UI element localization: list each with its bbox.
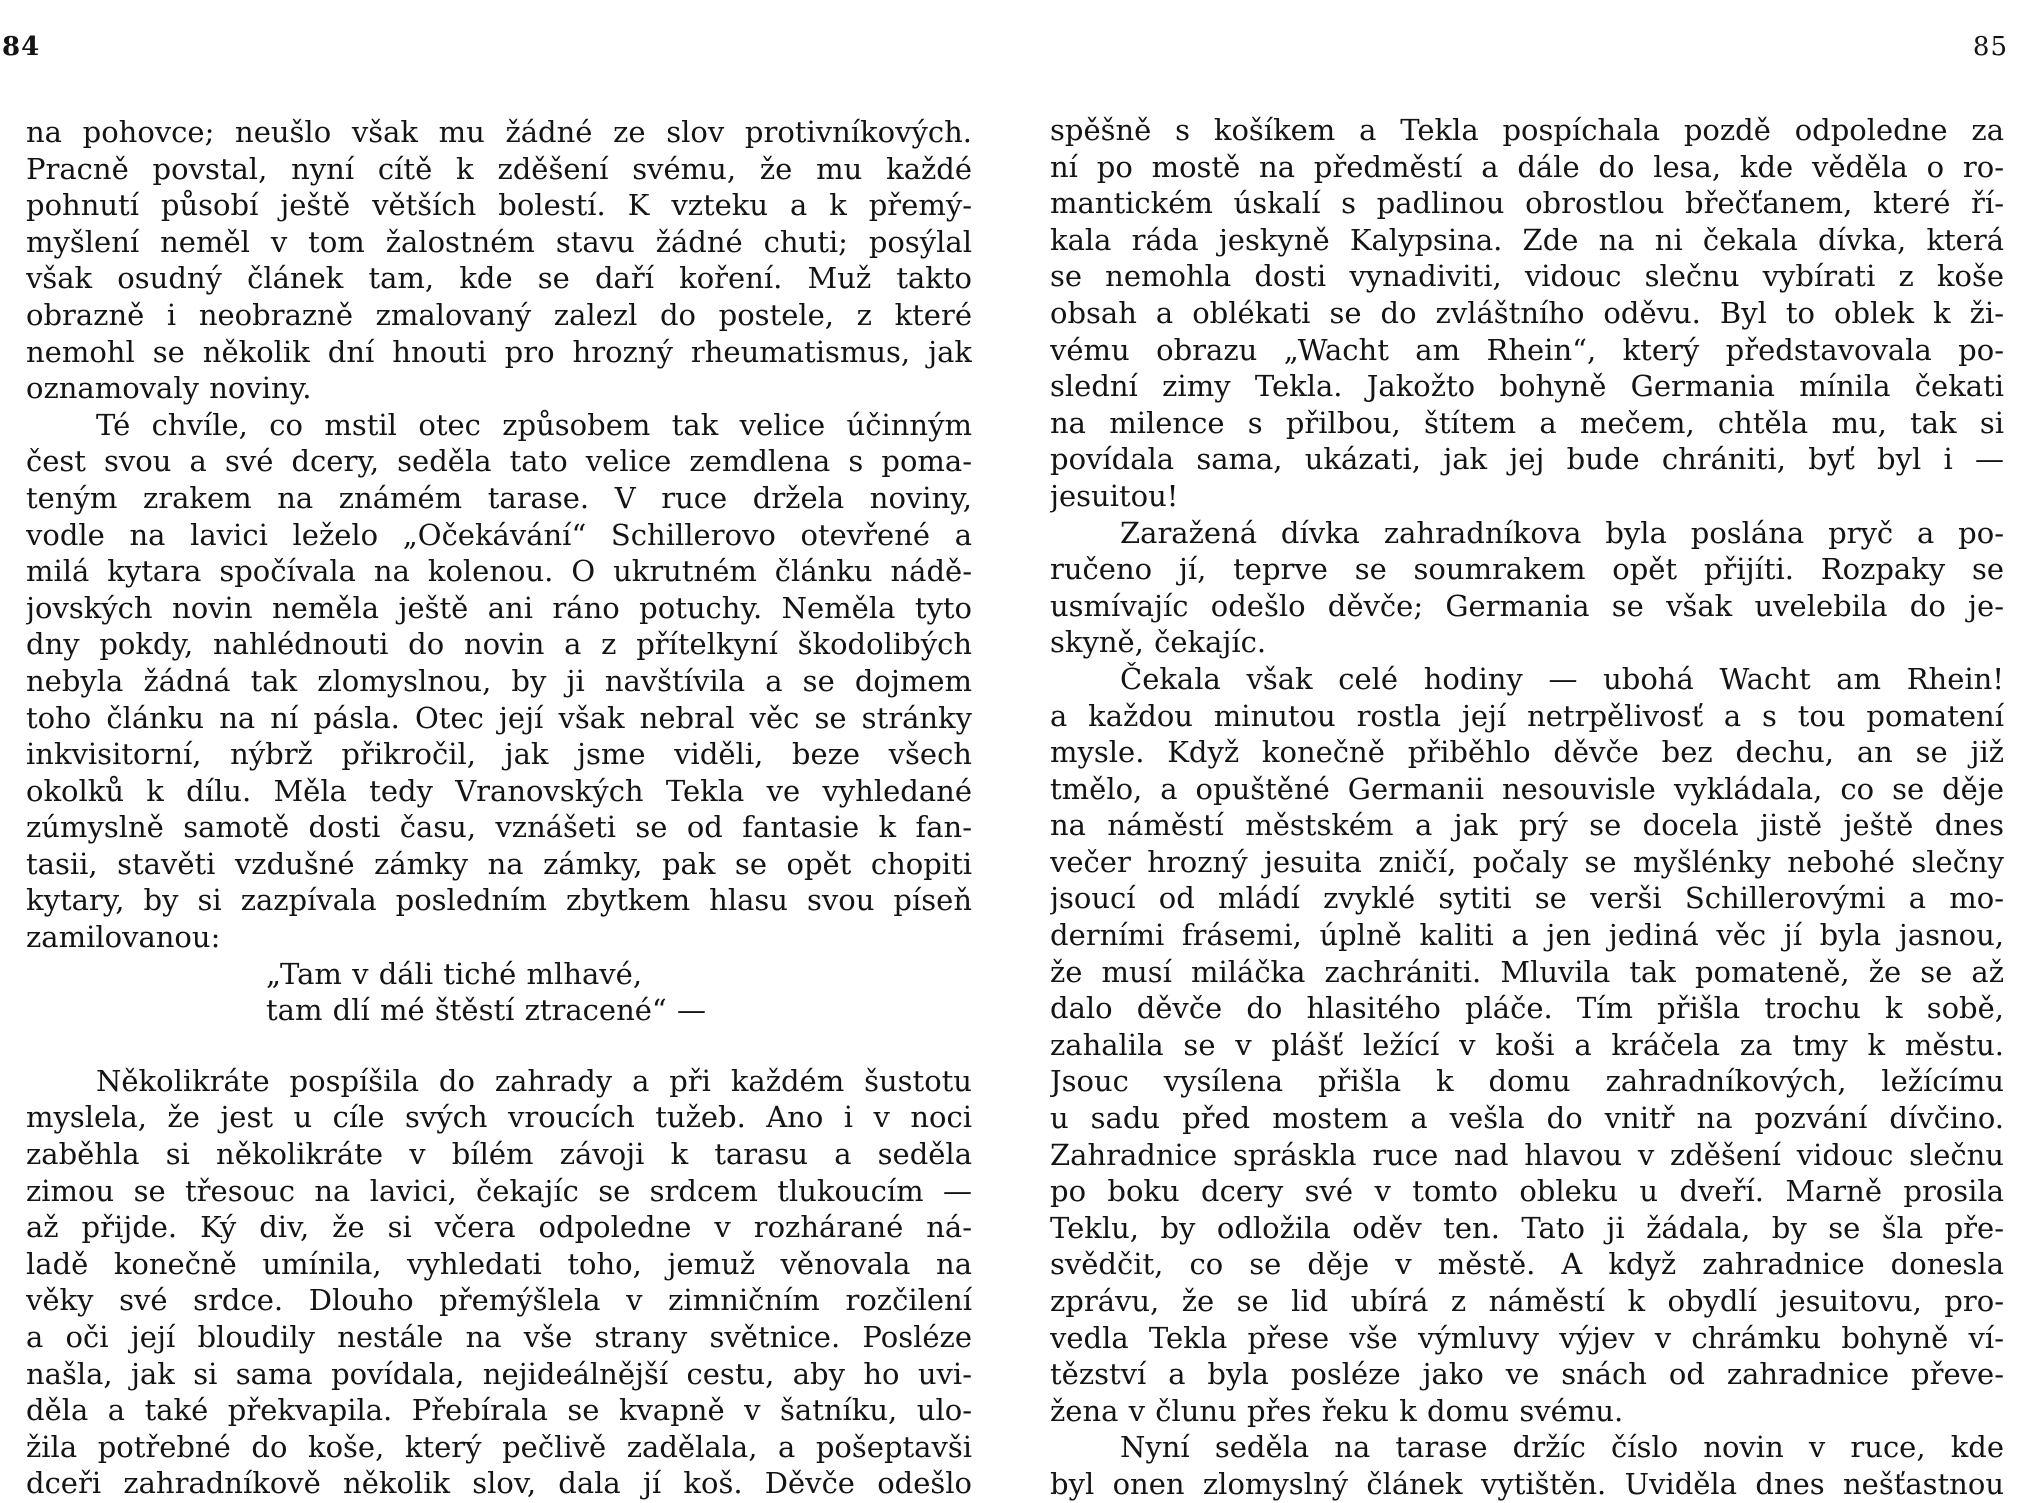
text-line: na pohovce; neušlo však mu žádné ze slov protivníkových. [26,115,972,149]
text-line: věky své srdce. Dlouho přemýšlela v zimničním rozčilení [26,1283,972,1318]
text-line: nebyla žádná tak zlomyslnou, by ji navštívila a se dojmem [26,663,972,698]
text-line: žila potřebné do koše, který pečlivě zadělala, a pošeptavši [26,1429,972,1464]
text-line: povídala sama, ukázati, jak jej bude chrániti, byť byl i — [1050,442,2004,477]
text-line: pohnutí působí ještě větších bolestí. K vzteku a k přemý- [26,188,972,223]
text-line: usmívajíc odešlo děvče; Germania se však uvelebila do je- [1050,588,2004,623]
text-line: svědčit, co se děje v městě. A když zahradnice donesla [1050,1247,2004,1282]
text-line: se nemohla dosti vynadiviti, vidouc slečnu vybírati z koše [1050,259,2004,294]
text-line: milá kytara spočívala na kolenou. O ukrutném článku nádě- [26,554,972,589]
text-line: Zahradnice spráskla ruce nad hlavou v zděšení vidouc slečnu [1050,1137,2004,1172]
text-line: zahalila se v plášť ležící v koši a kráčela za tmy k městu. [1050,1027,2004,1062]
right-page [1010,0,2030,1500]
text-line: čest svou a své dcery, seděla tato velice zemdlena s poma- [26,444,972,479]
text-line: na náměstí městském a jak prý se docela jistě ještě dnes [1050,808,2004,843]
text-line: zprávu, že se lid ubírá z náměstí k obydlí jesuitovu, pro- [1050,1284,2004,1318]
text-line: toho článku na ní pásla. Otec její však nebral věc se stránky [26,700,972,735]
verse-gap [26,1029,972,1063]
text-line: zamilovanou: [26,920,221,955]
text-line: až přijde. Ký div, že si včera odpoledne v rozhárané ná- [26,1210,972,1245]
text-line: ručeno jí, teprve se soumrakem opět přijíti. Rozpaky se [1050,552,2004,587]
text-line: děla a také překvapila. Přebírala se kvapně v šatníku, ulo- [26,1393,972,1428]
text-line: Pracně povstal, nyní cítě k zděšení svému, že mu každé [26,151,972,186]
text-line: spěšně s košíkem a Tekla pospíchala pozdě odpoledne za [1050,113,2004,147]
text-line: obsah a oblékati se do zvláštního oděvu. Byl to oblek k ži- [1050,295,2004,330]
text-line: vodle na lavici leželo „Očekávání“ Schillerovo otevřené a [26,517,972,552]
text-line: dalo děvče do hlasitého pláče. Tím přišla trochu k sobě, [1050,991,2004,1026]
text-line: ladě konečně umínila, vyhledati toho, jemuž věnovala na [26,1246,972,1281]
text-line: Zaražená dívka zahradníkova byla poslána pryč a po- [1120,515,2004,550]
text-line: Teklu, by odložila oděv ten. Tato ji žádala, by se šla pře- [1050,1210,2004,1245]
text-line: kytary, by si zazpívala posledním zbytkem hlasu svou píseň [26,883,972,918]
text-line: večer hrozný jesuita zničí, počaly se myšlénky nebohé slečny [1050,844,2004,879]
text-line: slední zimy Tekla. Jakožto bohyně Germania mínila čekati [1050,369,2004,404]
text-line: Té chvíle, co mstil otec způsobem tak velice účinným [96,407,972,442]
text-line: skyně, čekajíc. [1050,625,1267,660]
text-line: žena v člunu přes řeku k domu svému. [1050,1393,1624,1428]
text-line: inkvisitorní, nýbrž přikročil, jak jsme viděli, beze všech [26,737,972,772]
text-line: vedla Tekla přese vše výmluvy výjev v chrámku bohyně ví- [1050,1320,2004,1355]
text-line: okolků k dílu. Měla tedy Vranovských Tekla ve vyhledané [26,773,972,808]
text-line: myslela, že jest u cíle svých vroucích tužeb. Ano i v noci [26,1100,972,1135]
text-line: našla, jak si sama povídala, nejideálnější cestu, aby ho uvi- [26,1356,972,1391]
text-line: a každou minutou rostla její netrpělivosť a s tou pomatení [1050,698,2004,733]
text-line: však osudný článek tam, kde se daří koření. Muž takto [26,261,972,296]
page-number: 84 [2,32,41,62]
text-line: že musí miláčka zachrániti. Mluvila tak pomateně, že se až [1050,954,2004,989]
text-line: u sadu před mostem a vešla do vnitř na pozvání dívčino. [1050,1101,2004,1136]
text-line: derními frásemi, úplně kaliti a jen jediná věc jí byla jasnou, [1050,918,2004,953]
text-line: Nyní seděla na tarase držíc číslo novin v ruce, kde [1120,1430,2004,1465]
left-page [0,0,1010,1500]
text-line: byl onen zlomyslný článek vytištěn. Uviděla dnes nešťastnou [1050,1466,2004,1501]
text-column [26,114,972,1502]
text-line: a oči její bloudily nestále na vše strany světnice. Posléze [26,1320,972,1354]
text-line: po boku dcery své v tomto obleku u dveří. Marně prosila [1050,1174,2004,1209]
text-line: tmělo, a opuštěné Germanii nesouvisle vykládala, co se děje [1050,771,2004,806]
text-line: jesuitou! [1050,478,1179,513]
text-line: nemohl se několik dní hnouti pro hrozný rheumatismus, jak [26,334,972,369]
text-line: kala ráda jeskyně Kalypsina. Zde na ni čekala dívka, která [1050,222,2004,257]
text-line: mantickém úskalí s padlinou obrostlou břečťanem, které ří- [1050,186,2004,221]
text-line: mysle. Když konečně přiběhlo děvče bez dechu, an se již [1050,735,2004,770]
text-line: oznamovaly noviny. [26,371,312,406]
text-line: Čekala však celé hodiny — ubohá Wacht am Rhein! [1120,661,2004,696]
text-line: ní po mostě na předměstí a dále do lesa, kde věděla o ro- [1050,149,2004,184]
text-line: tězství a byla posléze jako ve snách od zahradnice převe- [1050,1357,2004,1392]
verse-line: tam dlí mé štěstí ztracené“ — [266,993,706,1028]
text-line: zaběhla si několikráte v bílém závoji k tarasu a seděla [26,1137,972,1172]
text-line: teným zrakem na známém tarase. V ruce držela noviny, [26,480,972,515]
text-line: zimou se třesouc na lavici, čekajíc se srdcem tlukoucím — [26,1173,972,1208]
text-line: dny pokdy, nahlédnouti do novin a z přítelkyní škodolibých [26,627,972,662]
text-line: na milence s přilbou, štítem a mečem, chtěla mu, tak si [1050,405,2004,440]
text-line: Několikráte pospíšila do zahrady a při každém šustotu [96,1063,972,1098]
text-line: jovských novin neměla ještě ani ráno potuchy. Neměla tyto [26,590,972,625]
text-line: jsoucí od mládí zvyklé sytiti se verši Schillerovými a mo- [1050,881,2004,916]
text-line: myšlení neměl v tom žalostném stavu žádné chuti; posýlal [26,224,972,259]
text-column [1050,112,2004,1503]
text-line: Jsouc vysílena přišla k domu zahradníkových, ležícímu [1050,1064,2004,1099]
text-line: zúmyslně samotě dosti času, vznášeti se od fantasie k fan- [26,810,972,845]
page-number: 85 [1972,32,2008,62]
text-line: tasii, stavěti vzdušné zámky na zámky, pak se opět chopiti [26,846,972,881]
text-line: vému obrazu „Wacht am Rhein“, který představovala po- [1050,332,2004,367]
verse-line: „Tam v dáli tiché mlhavé, [266,956,643,991]
text-line: dceři zahradníkově několik slov, dala jí koš. Děvče odešlo [26,1466,972,1501]
text-line: obrazně i neobrazně zmalovaný zalezl do postele, z které [26,297,972,332]
